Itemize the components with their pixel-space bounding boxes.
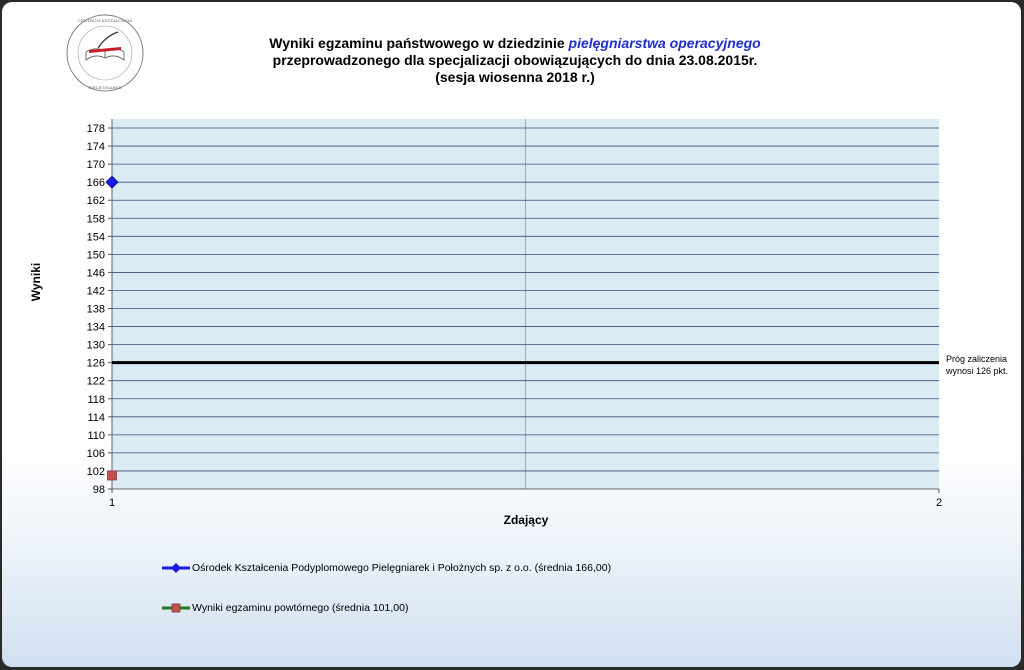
legend-item-1 [162,562,611,574]
y-tick-label: 158 [86,213,105,226]
y-tick-label: 138 [86,303,105,316]
title-line-3: (sesja wiosenna 2018 r.) [435,69,595,85]
y-tick-label: 126 [86,357,105,370]
threshold-note [946,353,1021,377]
title-highlight: pielęgniarstwa operacyjnego [568,35,761,51]
svg-text:PIELĘGNIAREK: PIELĘGNIAREK [88,85,122,90]
y-tick-label: 106 [86,447,105,460]
y-tick-label: 178 [86,123,105,136]
x-tick-label: 1 [108,497,116,509]
y-tick-label: 98 [92,484,105,496]
legend-swatch-2 [162,602,190,614]
y-tick-label: 142 [86,285,105,298]
legend-label-1: Ośrodek Kształcenia Podyplomowego Pielęgniarek i Położnych sp. z o.o. (średnia 166,00) [192,562,612,574]
y-tick-label: 166 [86,177,105,190]
svg-text:CENTRUM KSZTAŁCENIA: CENTRUM KSZTAŁCENIA [77,18,133,23]
y-tick-label: 174 [86,141,105,154]
y-tick-label: 150 [86,249,105,262]
y-tick-label: 162 [86,195,105,208]
legend-swatch-1 [162,562,190,574]
y-tick-label: 122 [86,375,105,388]
y-tick-label: 170 [86,159,105,172]
y-axis-label: Wyniki [29,262,43,302]
threshold-note-line-1: Próg zaliczenia [946,354,1008,364]
y-tick-label: 102 [86,465,105,478]
threshold-note-line-2: wynosi 126 pkt. [946,366,1009,376]
title-line-2: przeprowadzonego dla specjalizacji obowiązujących do dnia 23.08.2015r. [272,52,758,68]
chart-frame [2,2,1021,667]
legend-item-2 [162,602,408,614]
y-tick-label: 118 [87,393,105,406]
y-tick-label: 154 [86,231,105,244]
y-tick-label: 114 [87,411,105,424]
y-tick-label: 110 [87,429,105,442]
legend-label-2: Wyniki egzaminu powtórnego (średnia 101,00) [192,602,409,614]
x-axis-label: Zdający [503,513,549,527]
data-point-series-2 [108,471,117,480]
title-line-1-prefix: Wyniki egzaminu państwowego w dziedzinie [269,35,569,51]
y-tick-label: 130 [86,339,105,352]
x-tick-label: 2 [935,497,943,509]
y-tick-label: 134 [86,321,105,334]
y-tick-label: 146 [86,267,105,280]
